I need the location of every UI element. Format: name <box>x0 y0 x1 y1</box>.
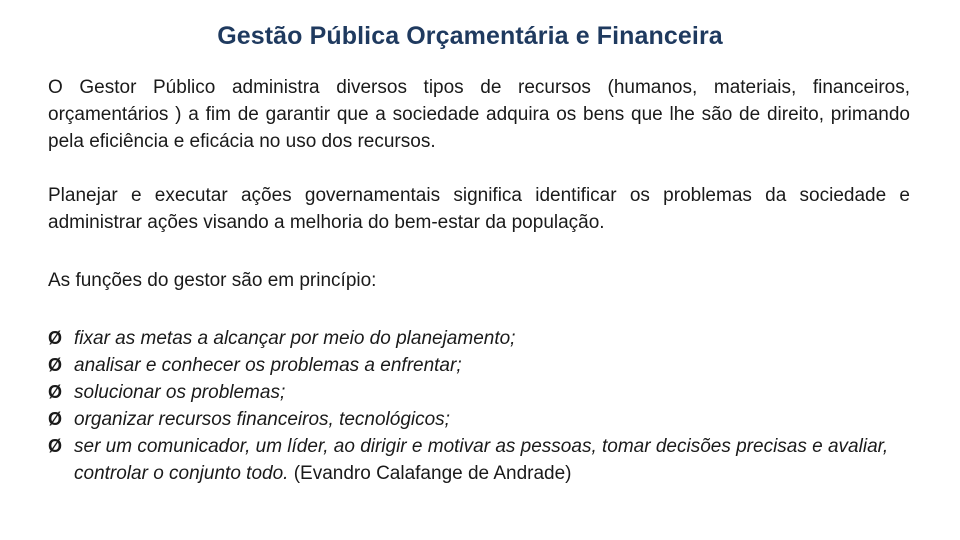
paragraph-planejar-executar: Planejar e executar ações governamentais significa identificar os problemas da sociedade e administrar ações visando a melhoria do bem-estar da população. <box>48 185 910 233</box>
arrow-bullet-icon: Ø <box>48 328 63 348</box>
list-item-text: fixar as metas a alcançar por meio do planejamento; <box>74 328 516 349</box>
list-item-text: organizar recursos financeiros, tecnológicos; <box>74 409 450 430</box>
list-item <box>48 406 910 433</box>
arrow-bullet-icon: Ø <box>48 436 63 456</box>
list-item-text-last <box>74 433 910 487</box>
list-item <box>48 352 910 379</box>
arrow-bullet-icon: Ø <box>48 409 63 429</box>
functions-list <box>48 325 910 487</box>
list-item <box>48 379 910 406</box>
list-item-text: solucionar os problemas; <box>74 382 286 403</box>
list-item-text: analisar e conhecer os problemas a enfrentar; <box>74 355 462 376</box>
slide-body <box>48 74 910 487</box>
slide-title: Gestão Pública Orçamentária e Financeira <box>217 22 723 50</box>
list-item <box>48 433 910 487</box>
arrow-bullet-icon: Ø <box>48 355 63 375</box>
citation: (Evandro Calafange de Andrade) <box>288 463 572 484</box>
list-item-text: ser um comunicador, um líder, ao dirigir e motivar as pessoas, tomar decisões precisas e avaliar, controlar o conjunto todo. <box>74 436 889 484</box>
list-item <box>48 325 910 352</box>
paragraph-funcoes-intro: As funções do gestor são em princípio: <box>48 270 377 291</box>
arrow-bullet-icon: Ø <box>48 382 63 402</box>
paragraph-gestor-publico: O Gestor Público administra diversos tipos de recursos (humanos, materiais, financeiros, orçamentários ) a fim de garantir que a sociedade adquira os bens que lhe são de direito, primando pela eficiência e eficácia no uso dos recursos. <box>48 77 910 152</box>
